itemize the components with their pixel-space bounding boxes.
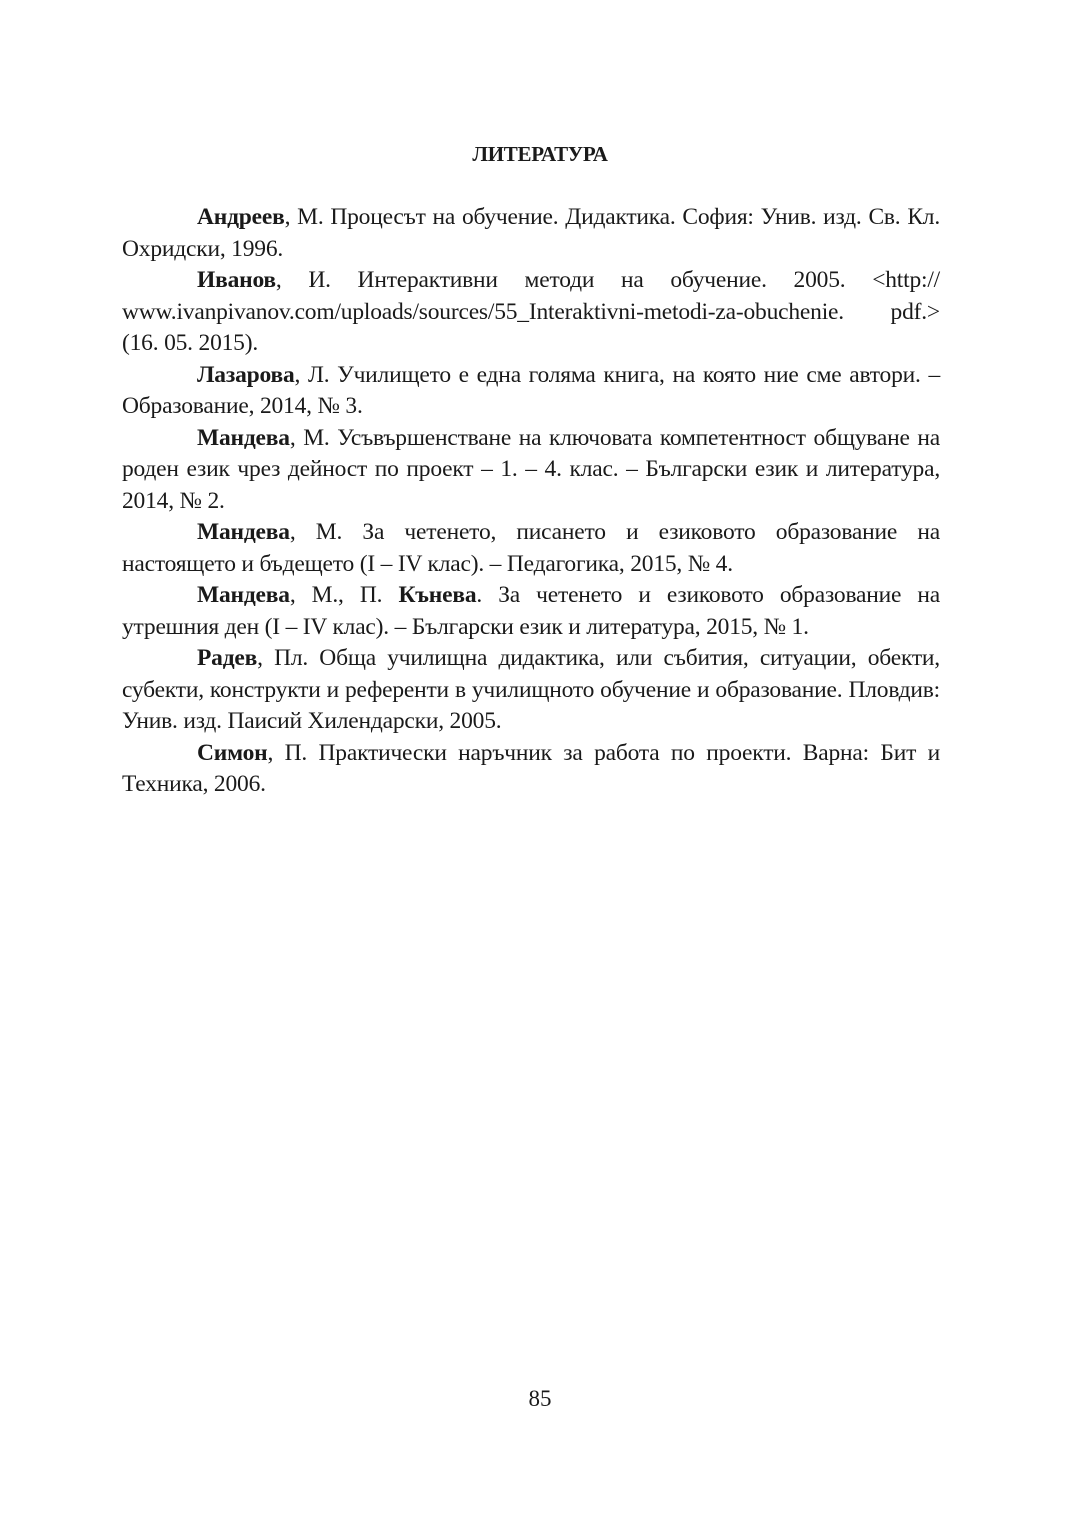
reference-author: Андреев	[197, 204, 285, 230]
reference-text: , М. Усъвършенстване на ключовата компетентност общуване на роден език чрез дейност по проект – 1. – 4. клас. – Български език и литература, 2014, № 2.	[122, 424, 940, 514]
reference-author: Мандева	[197, 582, 290, 608]
reference-text: , М. Процесът на обучение. Дидактика. София: Унив. изд. Св. Кл. Охридски, 1996.	[122, 204, 940, 262]
reference-item	[122, 517, 940, 580]
reference-middle: , М., П.	[289, 582, 399, 608]
reference-item	[122, 423, 940, 518]
page-number: 85	[528, 1386, 552, 1411]
page-title: ЛИТЕРАТУРА	[472, 142, 608, 166]
reference-author: Иванов	[197, 267, 276, 293]
reference-item	[122, 202, 940, 265]
reference-item	[122, 580, 940, 643]
reference-coauthor: Кънева	[398, 582, 477, 608]
reference-text: , Пл. Обща училищна дидактика, или събития, ситуации, обекти, субекти, конструкти и референти в училищното обучение и образование. Пловдив: Унив. изд. Паисий Хилендарски, 2005.	[122, 645, 940, 734]
reference-author: Радев	[197, 645, 258, 671]
reference-text: , М. За четенето, писането и езиковото образование на настоящето и бъдещето (I – IV клас). – Педагогика, 2015, № 4.	[122, 519, 940, 577]
reference-text: , Л. Училището е една голяма книга, на която ние сме автори. – Образование, 2014, № 3.	[122, 361, 940, 419]
reference-author: Мандева	[197, 424, 290, 451]
reference-author: Мандева	[197, 519, 290, 545]
reference-list	[122, 202, 940, 801]
reference-item	[122, 360, 940, 423]
reference-author: Лазарова	[197, 361, 295, 388]
reference-author: Симон	[197, 739, 268, 766]
reference-item	[122, 643, 940, 738]
reference-text: , И. Интерактивни методи на обучение. 2005. <http:// www.ivanpivanov.com/uploads/sources/55_Interaktivni-metodi-za-obuchenie. pdf.> (16. 05. 2015).	[122, 267, 940, 356]
reference-text: , П. Практически наръчник за работа по проекти. Варна: Бит и Техника, 2006.	[122, 739, 940, 797]
reference-item	[122, 738, 940, 801]
reference-text: . За четенето и езиковото образование на утрешния ден (I – IV клас). – Български език и литература, 2015, № 1.	[122, 582, 940, 640]
reference-item	[122, 265, 940, 360]
